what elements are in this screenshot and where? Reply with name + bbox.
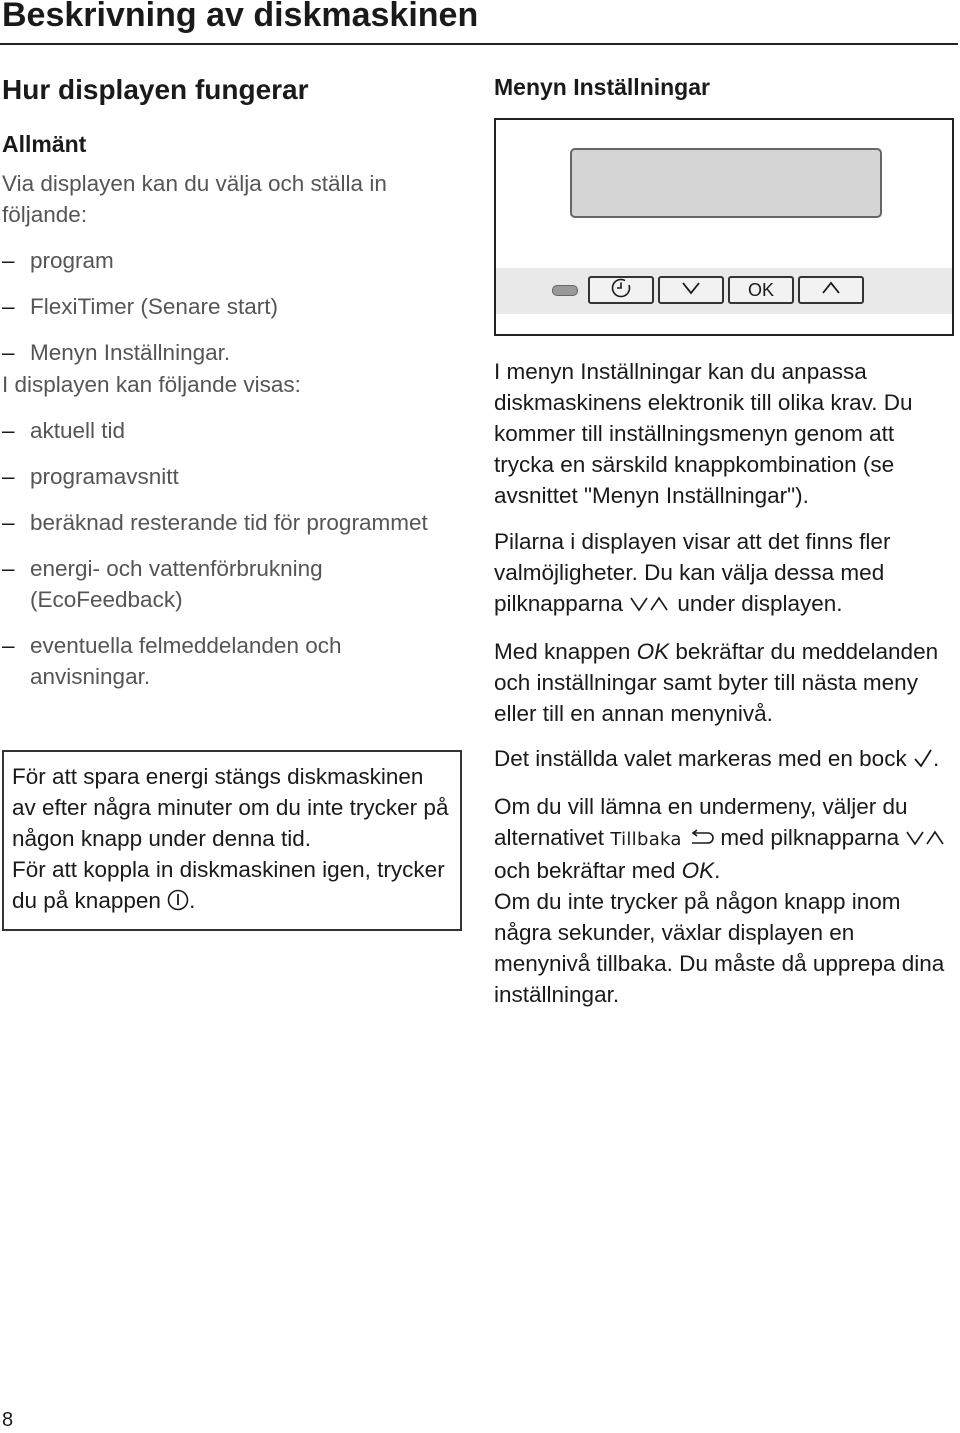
ok-button-label: OK xyxy=(747,279,774,300)
left-column xyxy=(2,70,462,692)
subsection-title: Allmänt xyxy=(2,131,87,157)
intro-text: Via displayen kan du välja och ställa in följande: xyxy=(2,171,387,227)
power-icon xyxy=(167,888,189,919)
energy-notice-box xyxy=(2,750,462,931)
paragraph-ok: Med knappen OK bekräftar du meddelanden och inställningar samt byter till nästa meny eller till en annan menynivå. xyxy=(494,639,939,726)
section-title: Hur displayen fungerar xyxy=(2,74,309,105)
paragraph-arrows: Pilarna i displayen visar att det finns fler valmöjligheter. Du kan välja dessa med pilknapparna under displayen. xyxy=(494,526,956,621)
settings-description xyxy=(494,356,956,1024)
checkmark-icon xyxy=(913,745,933,776)
clock-icon xyxy=(610,277,632,304)
notice-text-2: För att koppla in diskmaskinen igen, trycker du på knappen . xyxy=(12,854,452,919)
paragraph-timeout: Om du inte trycker på någon knapp inom några sekunder, växlar displayen en menynivå tillbaka. Du måste då upprepa dina inställningar. xyxy=(494,889,945,1007)
display-info-list xyxy=(2,415,442,692)
list-item: – beräknad resterande tid för programmet xyxy=(2,510,428,535)
section-title: Menyn Inställningar xyxy=(494,74,710,100)
control-panel-illustration xyxy=(494,118,954,336)
list-item: – eventuella felmeddelanden och anvisningar. xyxy=(2,633,342,689)
list-item: – Menyn Inställningar. xyxy=(2,340,231,365)
paragraph-checkmark: Det inställda valet markeras med en bock . xyxy=(494,743,956,776)
down-up-arrows-icon xyxy=(629,590,671,621)
list-item: – programavsnitt xyxy=(2,464,179,489)
right-column xyxy=(494,70,956,104)
list-item: – FlexiTimer (Senare start) xyxy=(2,294,278,319)
paragraph-back: Om du vill lämna en undermeny, väljer du alternativet Tillbaka med pilknapparna och bekräftar med OK. xyxy=(494,791,956,886)
tillbaka-label: Tillbaka xyxy=(610,829,682,850)
power-indicator-led xyxy=(552,285,578,296)
notice-text: För att spara energi stängs diskmaskinen av efter några minuter om du inte trycker på någon knapp under denna tid. xyxy=(12,764,449,851)
display-screen xyxy=(570,148,882,218)
button-strip xyxy=(496,268,952,314)
up-button[interactable] xyxy=(798,276,864,304)
chevron-up-icon xyxy=(820,280,842,301)
intro2-text: I displayen kan följande visas: xyxy=(2,372,301,397)
back-arrow-icon xyxy=(688,824,714,855)
page-number: 8 xyxy=(2,1409,14,1431)
list-item: – aktuell tid xyxy=(2,418,126,443)
ok-button[interactable] xyxy=(728,276,794,304)
options-list xyxy=(2,245,462,368)
header-divider xyxy=(0,43,958,45)
timer-button[interactable] xyxy=(588,276,654,304)
list-item: – energi- och vattenförbrukning (EcoFeedback) xyxy=(2,556,323,612)
paragraph-intro: I menyn Inställningar kan du anpassa diskmaskinens elektronik till olika krav. Du kommer till inställningsmenyn genom att trycka en särskild knappkombination (se avsnittet "Menyn Inställningar"). xyxy=(494,359,913,508)
page-header-title: Beskrivning av diskmaskinen xyxy=(2,0,479,34)
list-item: – program xyxy=(2,248,114,273)
down-button[interactable] xyxy=(658,276,724,304)
chevron-down-icon xyxy=(680,280,702,301)
down-up-arrows-icon xyxy=(905,824,947,855)
